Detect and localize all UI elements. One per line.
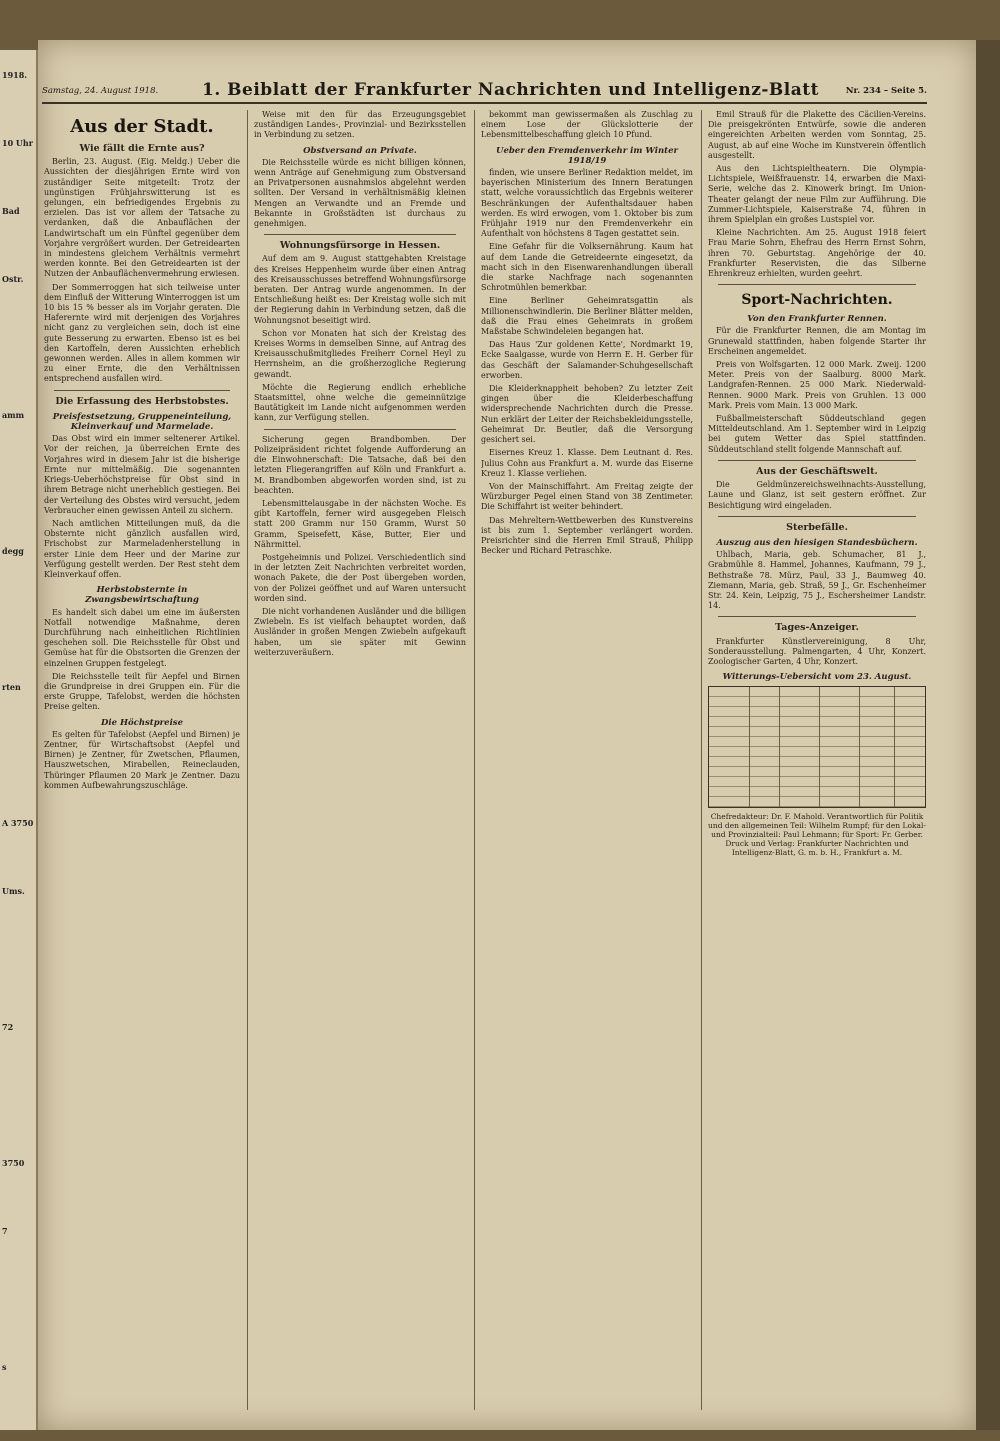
divider	[718, 460, 916, 461]
divider	[718, 616, 916, 617]
paragraph: Auf dem am 9. August stattgehabten Kreistage des Kreises Heppenheim wurde über einen Antrag des Kreisausschusses betreffend Wohnungsfürsorge beraten. Der Antrag wurde angenommen. In der Entschließung heißt es: Der Kreistag wolle sich mit der Regierung dahin in Verbindung setzen, daß die Wohnungsnot beseitigt wird.	[254, 254, 466, 325]
previous-page-strip	[0, 50, 38, 1430]
paragraph: Das Obst wird ein immer seltenerer Artikel. Vor der reichen, ja überreichen Ernte des Vorjahres wird in diesem Jahr ist die bisherige Ernte nur mittelmäßig. Die sogenannten Kriegs-Ueberhöchstpreise für Obst sind in ihrem Betrage nicht unerheblich gestiegen. Bei der Verteilung des Obstes wird versucht, jedem Verbraucher einen gewissen Anteil zu sichern.	[44, 434, 240, 515]
paragraph: Uhlbach, Maria, geb. Schumacher, 81 J., Grabmühle 8. Hammel, Johannes, Kaufmann, 79 J., Bethstraße 78. Mürz, Paul, 33 J., Baumweg 40. Ziemann, Maria, geb. Straß, 59 J., Gr. Eschenheimer Str. 24. Kein, Leipzig, 75 J., Eschersheimer Landstr. 14.	[708, 550, 926, 611]
paragraph: Die nicht vorhandenen Ausländer und die billigen Zwiebeln. Es ist vielfach behauptet worden, daß Ausländer in großen Mengen Zwiebeln aufgekauft haben, um sie später mit Gewinn weiterzuveräußern.	[254, 606, 466, 657]
weather-row	[709, 717, 925, 727]
article-heading: Die Erfassung des Herbstobstes.	[55, 395, 229, 407]
sport-section-title: Sport-Nachrichten.	[741, 292, 893, 309]
divider	[264, 234, 456, 235]
paragraph: Postgeheimnis und Polizei. Verschiedentlich sind in der letzten Zeit Nachrichten verbreitet worden, wonach Pakete, die der Post übergeben worden, von der Polizei geöffnet und auf Waren untersucht worden sind.	[254, 552, 466, 603]
divider	[54, 390, 230, 391]
prev-page-fragment: 72	[2, 1022, 14, 1032]
column-divider	[474, 110, 475, 1410]
divider	[718, 516, 916, 517]
article-subheading: Die Höchstpreise	[101, 717, 183, 728]
prev-page-fragment: degg	[2, 546, 24, 556]
section-title: Aus der Stadt.	[70, 116, 214, 137]
paragraph: Aus den Lichtspieltheatern. Die Olympia-Lichtspiele, Weißfrauenstr. 14, erwarben die Maxi-Serie, welche das 2. Kinowerk bringt. Im Union-Theater gelangt der neue Film zur Aufführung. Die Zummer-Lichtspiele, Kaiserstraße 74, führen in ihrem Spielplan ein großes Lustspiel vor.	[708, 164, 926, 225]
paragraph: Sicherung gegen Brandbomben. Der Polizeipräsident richtet folgende Aufforderung an die Einwohnerschaft: Die Tatsache, daß bei den letzten Fliegerangriffen auf Köln und Frankfurt a. M. Brandbomben abgeworfen worden sind, ist zu beachten.	[254, 434, 466, 495]
paragraph: bekommt man gewissermaßen als Zuschlag zu einem Lose der Glückslotterie der Lebensmittelbeschaffung gleich 10 Pfund.	[481, 110, 693, 140]
daily-events-title: Tages-Anzeiger.	[775, 622, 859, 634]
paragraph: Eine Gefahr für die Volksernährung. Kaum hat auf dem Lande die Getreideernte eingesetzt, da macht sich in den Eisenwarenhandlungen überall die starke Nachfrage nach sogenannten Schrotmühlen bemerkbar.	[481, 242, 693, 293]
article-subheading: Auszug aus den hiesigen Standesbüchern.	[716, 537, 918, 548]
paragraph: Eine Berliner Geheimratsgattin als Millionenschwindlerin. Die Berliner Blätter melden, daß die Frau eines Geheimrats in großem Maßstabe Schwindeleien begangen hat.	[481, 296, 693, 337]
prev-page-fragment: Bad	[2, 206, 20, 216]
article-subheading: Preisfestsetzung, Gruppeneinteilung, Kleinverkauf und Marmelade.	[52, 411, 232, 433]
weather-row	[709, 687, 925, 697]
paragraph: Frankfurter Künstlervereinigung, 8 Uhr, Sonderausstellung. Palmengarten, 4 Uhr, Konzert. Zoologischer Garten, 4 Uhr, Konzert.	[708, 636, 926, 666]
business-section-title: Aus der Geschäftswelt.	[756, 465, 878, 477]
paragraph: Preis von Wolfsgarten. 12 000 Mark. Zweij. 1200 Meter. Preis von der Saalburg. 8000 Mark. Landgrafen-Rennen. 25 000 Mark. Niederwald-Rennen. 9000 Mark. Preis von Gruhlen. 13 000 Mark. Preis vom Main. 13 000 Mark.	[708, 360, 926, 410]
paragraph: Die Kleiderknappheit behoben? Zu letzter Zeit gingen über die Kleiderbeschaffung widersprechende Nachrichten durch die Presse. Nun erklärt der Leiter der Reichsbekleidungsstelle, Geheimrat Dr. Beutler, daß die Versorgung gesichert sei.	[481, 384, 693, 445]
paragraph: Der Sommerroggen hat sich teilweise unter dem Einfluß der Witterung Winterroggen ist um 10 bis 15 % besser als im Vorjahr geraten. Die Haferernte wird mit derjenigen des Vorjahres nicht ganz zu vergleichen sein, doch ist eine gute Besserung zu erwarten. Ebenso ist es bei den Kartoffeln, deren Aussichten erheblich gewonnen werden. Alles in allem kommen wir zu einer Ernte, die den Verhältnissen entsprechend ausfallen wird.	[44, 282, 240, 384]
prev-page-fragment: 3750	[2, 1158, 25, 1168]
masthead-title: 1. Beiblatt der Frankfurter Nachrichten und Intelligenz-Blatt	[202, 80, 819, 100]
paragraph: Eisernes Kreuz 1. Klasse. Dem Leutnant d. Res. Julius Cohn aus Frankfurt a. M. wurde das Eiserne Kreuz 1. Klasse verliehen.	[481, 448, 693, 478]
column-2	[254, 110, 466, 1410]
article-subheading: Herbstobsternte in Zwangsbewirtschaftung	[85, 585, 199, 606]
divider	[718, 284, 916, 285]
prev-page-fragment: 1918.	[2, 70, 28, 80]
paragraph: Berlin, 23. August. (Eig. Meldg.) Ueber die Aussichten der diesjährigen Ernte wird von zuständiger Seite mitgeteilt: Trotz der ungünstigen Frühjahrswitterung ist es gelungen, ein befriedigendes Ergebnis zu erzielen. Das ist vor allem der Tatsache zu verdanken, daß die Anbauflächen der Landwirtschaft um ein Fünftel gegenüber dem Vorjahre vergrößert wurden. Der Getreidearten in mindestens gleichem Verhältnis vermehrt werden konnte. Bei den Getreidearten ist der Nutzen der Anbauflächenvermehrung erwiesen.	[44, 157, 240, 279]
weather-row	[709, 737, 925, 747]
binding-edge	[976, 40, 1000, 1430]
column-divider	[701, 110, 702, 1410]
article-subheading: Ueber den Fremdenverkehr im Winter 1918/19	[496, 145, 678, 166]
column-4	[708, 110, 926, 1410]
page-header	[42, 80, 927, 104]
paragraph: Fußballmeisterschaft Süddeutschland gegen Mitteldeutschland. Am 1. September wird in Leipzig bei gutem Wetter das Spiel stattfinden. Süddeutschland stellt folgende Mannschaft auf.	[708, 414, 926, 454]
article-heading: Wie fällt die Ernte aus?	[79, 143, 205, 154]
paragraph: Das Haus 'Zur goldenen Kette', Nordmarkt 19, Ecke Saalgasse, wurde von Herrn E. H. Gerber für das Geschäft der Salamander-Schuhgesellschaft erworben.	[481, 340, 693, 380]
column-1	[44, 110, 240, 1410]
page-number: Nr. 234 – Seite 5.	[845, 86, 927, 96]
paragraph: Das Mehreltern-Wettbewerben des Kunstvereins ist bis zum 1. September verlängert worden. Preisrichter sind die Herren Emil Strauß, Philipp Becker und Richard Petraschke.	[481, 515, 693, 556]
weather-title: Witterungs-Uebersicht vom 23. August.	[722, 672, 912, 683]
paragraph: Weise mit den für das Erzeugungsgebiet zuständigen Landes-, Provinzial- und Bezirksstellen in Verbindung zu setzen.	[254, 110, 466, 140]
weather-row	[709, 767, 925, 777]
paragraph: Es gelten für Tafelobst (Aepfel und Birnen) je Zentner, für Wirtschaftsobst (Aepfel und Birnen) je Zentner, für Zwetschen, Pflaumen, Hauszwetschen, Mirabellen, Reineclauden, Thüringer Pflaumen 20 Mark je Zentner. Dazu kommen Aufbewahrungszuschläge.	[44, 729, 240, 790]
weather-row	[709, 787, 925, 797]
column-divider	[247, 110, 248, 1410]
weather-row	[709, 747, 925, 757]
weather-table	[708, 686, 926, 808]
weather-row	[709, 797, 925, 807]
prev-page-fragment: A 3750	[2, 818, 34, 828]
paragraph: Schon vor Monaten hat sich der Kreistag des Kreises Worms in demselben Sinne, auf Antrag des Kreisausschußmitgliedes Freiherr Cornel Heyl zu Herrnsheim, an die großherzogliche Regierung gewandt.	[254, 328, 466, 379]
paragraph: Nach amtlichen Mitteilungen muß, da die Obsternte nicht gänzlich ausfallen wird, Frischobst zur Marmeladenherstellung in erster Linie dem Heer und der Marine zur Verfügung gestellt werden. Der Rest steht dem Kleinverkauf offen.	[44, 518, 240, 579]
prev-page-fragment: 7	[2, 1226, 8, 1236]
prev-page-fragment: Ums.	[2, 886, 25, 896]
paragraph: Die Reichsstelle teilt für Aepfel und Birnen die Grundpreise in drei Gruppen ein. Für die erste Gruppe, Tafelobst, werden die höchsten Preise gelten.	[44, 671, 240, 712]
paragraph: Es handelt sich dabei um eine im äußersten Notfall notwendige Maßnahme, deren Durchführung nach einheitlichen Richtlinien geschehen soll. Die Reichsstelle für Obst und Gemüse hat für die Obstsorten die Grenzen der einzelnen Gruppen festgelegt.	[44, 607, 240, 668]
weather-row	[709, 777, 925, 787]
article-subheading: Von den Frankfurter Rennen.	[747, 314, 887, 325]
prev-page-fragment: rten	[2, 682, 21, 692]
prev-page-fragment: 10 Uhr	[2, 138, 33, 148]
deaths-section-title: Sterbefälle.	[786, 521, 848, 533]
weather-row	[709, 707, 925, 717]
column-3	[481, 110, 693, 1410]
article-subheading: Obstversand an Private.	[303, 145, 417, 156]
paragraph: finden, wie unsere Berliner Redaktion meldet, im bayerischen Ministerium des Innern Beratungen statt, welche voraussichtlich das Ergebnis weiterer Beschränkungen der Aufenthaltsdauer haben werden. Es wird erwogen, vom 1. Oktober bis zum Frühjahr 1919 nur den Fremdenverkehr ein Aufenthalt von höchstens 8 Tagen gestattet sein.	[481, 168, 693, 239]
paragraph: Von der Mainschiffahrt. Am Freitag zeigte der Würzburger Pegel einen Stand von 38 Zentimeter. Die Schiffahrt ist weiter behindert.	[481, 481, 693, 512]
weather-row	[709, 697, 925, 707]
paragraph: Emil Strauß für die Plakette des Cäcilien-Vereins. Die preisgekrönten Entwürfe, sowie die anderen eingereichten Arbeiten werden vom Sonntag, 25. August, ab auf eine Woche im Kunstverein öffentlich ausgestellt.	[708, 110, 926, 160]
paragraph: Die Reichsstelle würde es nicht billigen können, wenn Anträge auf Genehmigung zum Obstversand an Privatpersonen ausnahmslos abgelehnt werden sollten. Der Versand in verhältnismäßig kleinen Mengen an Verwandte und an Fremde und Bekannte in Großstädten ist durchaus zu genehmigen.	[254, 157, 466, 229]
prev-page-fragment: s	[2, 1362, 7, 1372]
article-heading: Wohnungsfürsorge in Hessen.	[279, 240, 441, 252]
paragraph: Kleine Nachrichten. Am 25. August 1918 feiert Frau Marie Sohrn, Ehefrau des Herrn Ernst Sohrn, ihren 70. Geburtstag. Angehörige der 40. Frankfurter Reservisten, die das Silberne Ehrenkreuz erhielten, wurden geehrt.	[708, 228, 926, 279]
weather-row	[709, 727, 925, 737]
imprint: Chefredakteur: Dr. F. Mahold. Verantwortlich für Politik und den allgemeinen Teil: Wilhelm Rumpf; für den Lokal- und Provinzialteil: Paul Lehmann; für Sport: Fr. Gerber. Druck und Verlag: Frankfurter Nachrichten und Intelligenz-Blatt, G. m. b. H., Frankfurt a. M.	[708, 812, 926, 858]
paragraph: Für die Frankfurter Rennen, die am Montag im Grunewald stattfinden, haben folgende Starter ihr Erscheinen angemeldet.	[708, 326, 926, 356]
paragraph: Die Geldmünzereichsweihnachts-Ausstellung, Laune und Glanz, ist seit gestern eröffnet. Zur Besichtigung wird eingeladen.	[708, 480, 926, 510]
prev-page-fragment: amm	[2, 410, 25, 420]
divider	[264, 429, 456, 430]
prev-page-fragment: Ostr.	[2, 274, 24, 284]
header-date: Samstag, 24. August 1918.	[42, 86, 159, 96]
paragraph: Möchte die Regierung endlich erhebliche Staatsmittel, ohne welche die gemeinnützige Bautätigkeit im Lande nicht aufgenommen werden kann, zur Verfügung stellen.	[254, 382, 466, 423]
paragraph: Lebensmittelausgabe in der nächsten Woche. Es gibt Kartoffeln, ferner wird ausgegeben Fleisch statt 200 Gramm nur 150 Gramm, Wurst 50 Gramm, Speisefett, Käse, Butter, Eier und Nährmittel.	[254, 498, 466, 549]
weather-row	[709, 757, 925, 767]
